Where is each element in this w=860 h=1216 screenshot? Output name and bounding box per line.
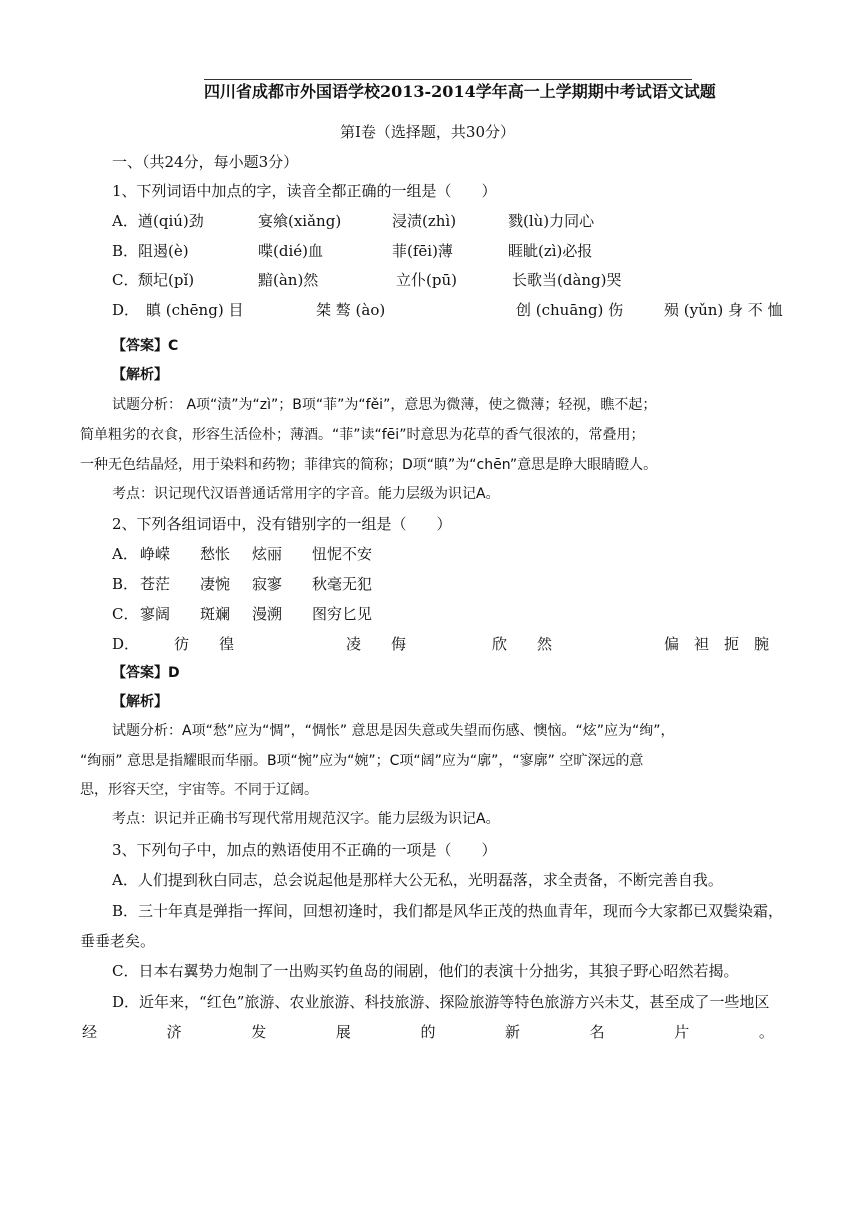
q2-option-c (112, 604, 138, 624)
q2-b-item: 苍茫 (140, 575, 171, 593)
q1-analysis-line: 一种无色结晶烃，用于染料和药物；菲律宾的简称；D项“瞋”为“chēn”意思是睁大眼睛瞪人。 (80, 457, 658, 473)
q1-option-a (112, 211, 138, 231)
q2-c-item: 图穷匕见 (312, 605, 373, 623)
option-label: C． (112, 271, 139, 289)
q1-option-b (112, 241, 138, 261)
spread-char: 。 (758, 1023, 774, 1041)
option-label: D． (112, 301, 140, 319)
section-heading: 一、（共24分，每小题3分） (112, 153, 299, 171)
q2-answer: 【答案】D (112, 665, 180, 681)
spread-char: 名 (589, 1023, 605, 1041)
q1-point: 考点：识记现代汉语普通话常用字的字音。能力层级为识记A。 (112, 486, 500, 502)
spread-char: 新 (505, 1023, 521, 1041)
q1-d-item: 殒 (yǔn) 身 不 恤 (664, 301, 783, 319)
q2-a-item: 峥嵘 (140, 545, 171, 563)
q1-c-item: 长歌当(dàng)哭 (512, 271, 622, 289)
q3-option-b-continued: 垂垂老矣。 (80, 932, 156, 950)
q2-analysis-line: 思，形容天空，宇宙等。不同于辽阔。 (80, 782, 318, 798)
spread-char: 发 (251, 1023, 267, 1041)
q1-b-item: 阻遏(è) (138, 242, 189, 260)
q1-b-item: 菲(fēi)薄 (392, 242, 453, 260)
q2-point: 考点：识记并正确书写现代常用规范汉字。能力层级为识记A。 (112, 811, 500, 827)
q1-a-item: 戮(lù)力同心 (508, 212, 595, 230)
q2-option-d (112, 634, 139, 654)
option-label: B． (112, 575, 139, 593)
q1-a-item: 宴飨(xiǎng) (258, 212, 342, 230)
q2-b-item: 凄惋 (200, 575, 231, 593)
option-label: B． (112, 242, 139, 260)
part-heading: 第Ⅰ卷（选择题，共30分） (340, 123, 516, 141)
q1-d-item: 瞋 (chēng) 目 (146, 301, 244, 319)
title-rule (204, 79, 692, 80)
q3-option-d: D．近年来，“红色”旅游、农业旅游、科技旅游、探险旅游等特色旅游方兴未艾，甚至成了一些地区 (112, 993, 770, 1011)
q2-option-b (112, 574, 138, 594)
q2-a-item: 愁怅 (200, 545, 231, 563)
q1-d-item: 桀 骜 (ào) (316, 301, 386, 319)
option-label: D． (112, 635, 140, 653)
q1-c-item: 黯(àn)然 (258, 271, 319, 289)
q1-b-item: 喋(dié)血 (258, 242, 323, 260)
spread-char: 的 (420, 1023, 436, 1041)
q2-analysis-line: “绚丽” 意思是指耀眼而华丽。B项“惋”应为“婉”；C项“阔”应为“廓”，“寥廓” 空旷深远的意 (80, 753, 644, 769)
q2-c-item: 漫溯 (252, 605, 283, 623)
q2-analysis-line: 试题分析：A项“愁”应为“惆”，“惆怅” 意思是因失意或失望而伤感、懊恼。“炫”应为“绚”， (112, 723, 675, 739)
page-title: 四川省成都市外国语学校2013-2014学年高一上学期期中考试语文试题 (204, 82, 716, 101)
q1-c-item: 立仆(pū) (396, 271, 457, 289)
q2-c-item: 寥阔 (140, 605, 171, 623)
q1-b-item: 睚眦(zì)必报 (508, 242, 593, 260)
spread-char: 经 (82, 1023, 98, 1041)
q2-b-item: 秋毫无犯 (312, 575, 373, 593)
q3-option-a: A．人们提到秋白同志，总会说起他是那样大公无私，光明磊落，求全责备，不断完善自我。 (112, 871, 723, 889)
q1-option-d (112, 300, 139, 320)
q2-b-item: 寂寥 (252, 575, 283, 593)
q2-option-a (112, 544, 138, 564)
option-label: A． (112, 212, 138, 230)
q1-a-item: 遒(qiú)劲 (138, 212, 204, 230)
q2-d-item: 凌 侮 (346, 635, 407, 653)
q1-analysis-line: 试题分析： A项“渍”为“zì”；B项“菲”为“fěi”，意思为微薄，使之微薄；轻视，瞧不起； (112, 397, 657, 413)
q1-c-item: 颓圮(pǐ) (138, 271, 195, 289)
q1-analysis-heading: 【解析】 (112, 367, 168, 383)
spread-char: 济 (166, 1023, 182, 1041)
q2-stem: 2、下列各组词语中，没有错别字的一组是（ ） (112, 515, 452, 533)
q2-a-item: 炫丽 (252, 545, 283, 563)
q2-d-item: 欣 然 (492, 635, 553, 653)
q2-c-item: 斑斓 (200, 605, 231, 623)
q1-stem: 1、下列词语中加点的字，读音全都正确的一组是（ ） (112, 182, 497, 200)
q1-a-item: 浸渍(zhì) (392, 212, 457, 230)
q1-analysis-line: 简单粗劣的衣食，形容生活俭朴；薄酒。“菲”读“fēi”时意思为花草的香气很浓的，常叠用； (80, 427, 645, 443)
q2-d-item: 偏 袒 扼 腕 (664, 635, 770, 653)
q2-analysis-heading: 【解析】 (112, 694, 168, 710)
q3-stem: 3、下列句子中，加点的熟语使用不正确的一项是（ ） (112, 841, 497, 859)
q2-d-item: 彷 徨 (174, 635, 235, 653)
q2-a-item: 忸怩不安 (312, 545, 373, 563)
spread-char: 片 (674, 1023, 690, 1041)
spread-char: 展 (335, 1023, 351, 1041)
q1-option-c (112, 270, 138, 290)
option-label: A． (112, 545, 138, 563)
q3-option-c: C．日本右翼势力炮制了一出购买钓鱼岛的闹剧，他们的表演十分拙劣，其狼子野心昭然若揭。 (112, 962, 739, 980)
option-label: C． (112, 605, 139, 623)
q1-d-item: 创 (chuāng) 伤 (516, 301, 624, 319)
q3-option-b: B．三十年真是弹指一挥间，回想初逢时，我们都是风华正茂的热血青年，现而今大家都已双鬓染霜， (112, 902, 784, 920)
q3-option-d-continued (82, 1022, 774, 1042)
q1-answer: 【答案】C (112, 338, 179, 354)
